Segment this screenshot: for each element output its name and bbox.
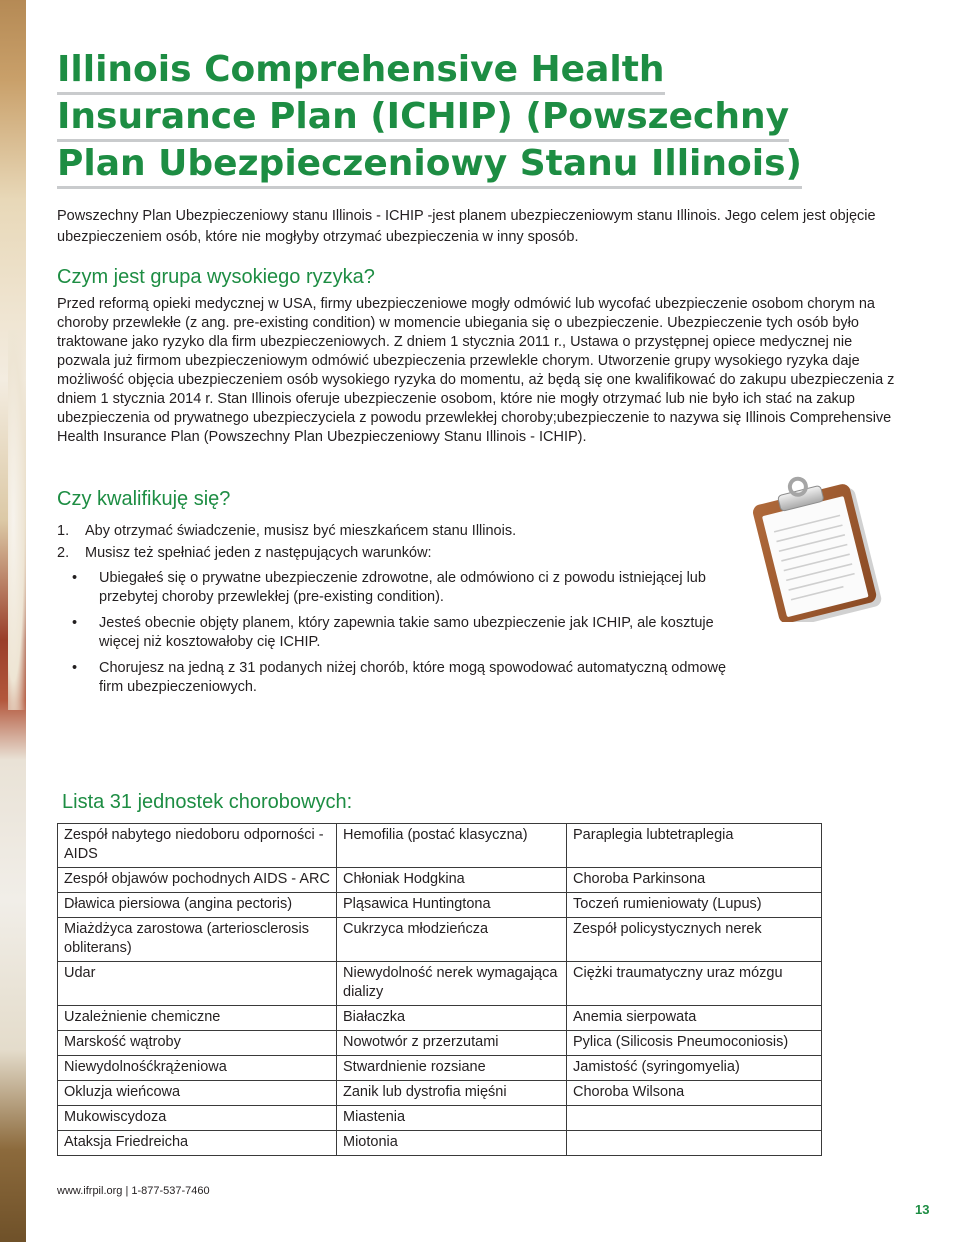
table-cell: Toczeń rumieniowaty (Lupus) — [567, 893, 822, 918]
table-cell: Marskość wątroby — [58, 1031, 337, 1056]
clipboard-icon — [734, 472, 884, 622]
table-cell: Stwardnienie rozsiane — [337, 1056, 567, 1081]
intro-paragraph: Powszechny Plan Ubezpieczeniowy stanu Illinois - ICHIP -jest planem ubezpieczeniowym stanu Illinois. Jego celem jest objęcie ubezpieczeniem osób, które nie mogłyby otrzymać ubezpieczenia w inny sposób. — [57, 208, 876, 245]
bullet-text: Chorujesz na jedną z 31 podanych niżej chorób, które mogą spowodować automatyczną odmowę firm ubezpieczeniowych. — [99, 660, 727, 695]
list-item — [57, 521, 717, 543]
high-risk-paragraph: Przed reformą opieki medycznej w USA, firmy ubezpieczeniowe mogły odmówić lub wycofać ubezpieczenie osobom chorym na choroby przewlekłe (z ang. pre-existing condition) w momencie ubiegania się o ubezpieczenie. Ubezpieczenie tych osób było traktowane jako ryzyko dla firm ubezpieczeniowych. Z dniem 1 stycznia 2011 r., Ustawa o przystępnej opiece medycznej nie pozwala już firmom ubezpieczeniowym odmówić ubezpieczenia przewlekle chorym. Utworzenie grupy wysokiego ryzyka daje możliwość objęcia ubezpieczeniem osób wysokiego ryzyka do momentu, aż będą się one kwalifikować do zakupu ubezpieczenia z dniem 1 stycznia 2014 r. Stan Illinois oferuje ubezpieczenie osobom, które nie mogły otrzymać lub nie było ich stać na zakup ubezpieczenia od prywatnego ubezpieczyciela z powodu przewlekłej choroby;ubezpieczenie to nazywa się Illinois Comprehensive Health Insurance Plan (Powszechny Plan Ubezpieczeniowy Stanu Illinois - ICHIP). — [57, 296, 895, 445]
bullet-text: Ubiegałeś się o prywatne ubezpieczenie zdrowotne, ale odmówiono ci z powodu istniejącej lub przebytej choroby przewlekłej (pre-existing condition). — [99, 570, 706, 605]
table-cell: Jamistość (syringomyelia) — [567, 1056, 822, 1081]
list-number: 1. — [57, 523, 70, 539]
table-cell: Hemofilia (postać klasyczna) — [337, 824, 567, 868]
table-cell: Zespół policystycznych nerek — [567, 918, 822, 962]
table-cell: Choroba Wilsona — [567, 1081, 822, 1106]
table-cell: Białaczka — [337, 1006, 567, 1031]
side-photo-strip — [0, 0, 26, 1242]
table-cell: Uzależnienie chemiczne — [58, 1006, 337, 1031]
list-item — [57, 543, 717, 565]
table-cell: Nowotwór z przerzutami — [337, 1031, 567, 1056]
bullet-symbol: • — [72, 570, 78, 586]
table-cell: Paraplegia lubtetraplegia — [567, 824, 822, 868]
title-line-3: Plan Ubezpieczeniowy Stanu Illinois) — [57, 142, 802, 189]
bullet-item — [72, 569, 742, 607]
table-cell: Miażdżyca zarostowa (arteriosclerosis obliterans) — [58, 918, 337, 962]
table-cell: Zespół nabytego niedoboru odporności - AIDS — [58, 824, 337, 868]
requirements-list — [57, 521, 717, 565]
table-cell: Anemia sierpowata — [567, 1006, 822, 1031]
table-cell: Ciężki traumatyczny uraz mózgu — [567, 962, 822, 1006]
table-row — [58, 1056, 822, 1081]
table-cell: Udar — [58, 962, 337, 1006]
bullet-symbol: • — [72, 660, 78, 676]
list-item-text: Musisz też spełniać jeden z następujących warunków: — [85, 545, 432, 561]
table-cell: Chłoniak Hodgkina — [337, 868, 567, 893]
table-row — [58, 1106, 822, 1131]
table-cell: Zanik lub dystrofia mięśni — [337, 1081, 567, 1106]
table-cell: Pylica (Silicosis Pneumoconiosis) — [567, 1031, 822, 1056]
table-cell: Cukrzyca młodzieńcza — [337, 918, 567, 962]
bullet-item — [72, 614, 742, 652]
table-row — [58, 1131, 822, 1156]
bullet-item — [72, 659, 742, 697]
table-cell: Miotonia — [337, 1131, 567, 1156]
list-item-text: Aby otrzymać świadczenie, musisz być mieszkańcem stanu Illinois. — [85, 523, 517, 539]
table-cell — [567, 1131, 822, 1156]
table-cell: Choroba Parkinsona — [567, 868, 822, 893]
table-cell: Niewydolnośćkrążeniowa — [58, 1056, 337, 1081]
table-cell: Mukowiscydoza — [58, 1106, 337, 1131]
footer-contact: www.ifrpil.org | 1-877-537-7460 — [57, 1185, 210, 1197]
table-cell: Zespół objawów pochodnych AIDS - ARC — [58, 868, 337, 893]
table-cell: Dławica piersiowa (angina pectoris) — [58, 893, 337, 918]
list-number: 2. — [57, 545, 70, 561]
bullet-symbol: • — [72, 615, 78, 631]
disease-list-heading: Lista 31 jednostek chorobowych: — [62, 791, 353, 813]
title-line-2: Insurance Plan (ICHIP) (Powszechny — [57, 95, 789, 142]
table-cell: Pląsawica Huntingtona — [337, 893, 567, 918]
table-cell: Okluzja wieńcowa — [58, 1081, 337, 1106]
table-cell: Niewydolność nerek wymagająca dializy — [337, 962, 567, 1006]
disease-table — [57, 823, 822, 1156]
table-cell: Ataksja Friedreicha — [58, 1131, 337, 1156]
table-cell: Miastenia — [337, 1106, 567, 1131]
table-row — [58, 1031, 822, 1056]
table-row — [58, 918, 822, 962]
table-row — [58, 1006, 822, 1031]
title-line-1: Illinois Comprehensive Health — [57, 48, 665, 95]
bullet-text: Jesteś obecnie objęty planem, który zapewnia takie samo ubezpieczenie jak ICHIP, ale kosztuje więcej niż kosztowałoby cię ICHIP. — [99, 615, 714, 650]
section-heading-high-risk: Czym jest grupa wysokiego ryzyka? — [57, 266, 375, 288]
table-row — [58, 1081, 822, 1106]
table-row — [58, 824, 822, 868]
table-row — [58, 893, 822, 918]
table-cell — [567, 1106, 822, 1131]
conditions-bullet-list — [72, 569, 742, 704]
table-row — [58, 962, 822, 1006]
page-number: 13 — [915, 1202, 930, 1217]
table-row — [58, 868, 822, 893]
section-heading-qualify: Czy kwalifikuję się? — [57, 488, 231, 510]
page-title — [57, 48, 857, 189]
